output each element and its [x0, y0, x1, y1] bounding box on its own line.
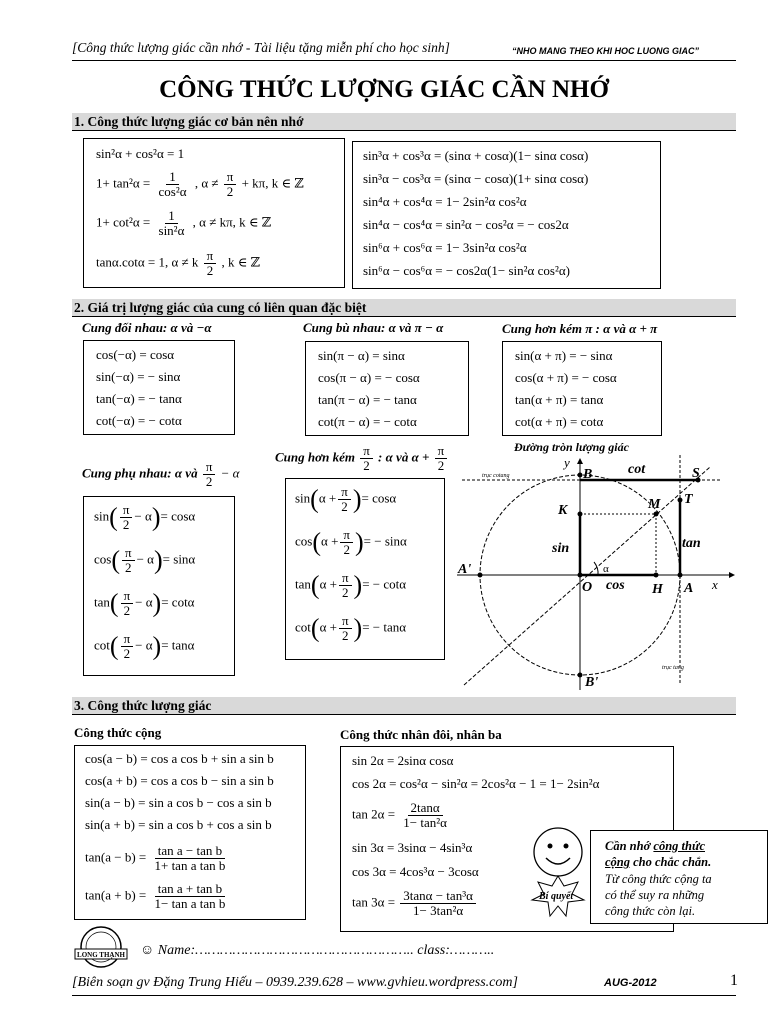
- supplementary-formula: cot(π − α) = − cotα: [318, 414, 417, 429]
- label-a-prime: A': [458, 562, 472, 577]
- addition-formula: sin(a − b) = sin a cos b − cos a sin b: [85, 795, 272, 810]
- section-1-heading: 1. Công thức lượng giác cơ bản nên nhớ: [72, 113, 736, 131]
- differ-half-pi-box: [285, 478, 445, 660]
- unit-circle-title: Đường tròn lượng giác: [514, 440, 629, 454]
- label-cot-axis: trục cotang: [482, 473, 510, 479]
- label-s: S: [692, 466, 700, 481]
- double-formula: sin 2α = 2sinα cosα: [352, 753, 454, 768]
- power-identities-box: [352, 141, 661, 289]
- unit-circle-diagram: [452, 455, 742, 695]
- label-cos: cos: [606, 578, 625, 593]
- label-t: T: [684, 492, 693, 507]
- supplementary-formula: cos(π − α) = − cosα: [318, 370, 420, 385]
- differ-pi-label: Cung hơn kém π : α và α + π: [502, 321, 658, 336]
- point-a: [678, 573, 683, 578]
- smiley-icon: [520, 820, 600, 920]
- tip-line-2: cộng cho chắc chắn.: [605, 855, 712, 869]
- differ-half-pi-formula: cot(α + $\frac{\pi}{2}$ )= − tanα: [295, 613, 407, 643]
- label-cot: cot: [628, 462, 646, 477]
- addition-formula: cos(a − b) = cos a cos b + sin a sin b: [85, 751, 274, 766]
- addition-formulas-box: [74, 745, 306, 920]
- basic-identities-box: [83, 138, 345, 288]
- label-o: O: [582, 580, 593, 595]
- differ-pi-box: [502, 341, 662, 436]
- power-identity: sin⁶α − cos⁶α = − cos2α(1− sin²α cos²α): [363, 263, 570, 278]
- label-tan: tan: [682, 536, 701, 551]
- identity-3: 1+ cot²α = $\frac{1}{\text{sin²α}}$ , α ≠ kπ, k ∈ ℤ: [96, 208, 272, 238]
- header-slogan: “NHO MANG THEO KHI HOC LUONG GIAC”: [512, 46, 699, 56]
- power-identity: sin³α − cos³α = (sinα − cosα)(1+ sinα cosα): [363, 171, 589, 186]
- supplementary-arcs-label: Cung bù nhau: α và π − α: [303, 320, 444, 335]
- identity-4: tanα.cotα = 1, α ≠ k $\frac{\pi}{2}$ , k ∈ ℤ: [96, 248, 261, 278]
- page-number: 1: [730, 972, 738, 989]
- double-formula: cos 2α = cos²α − sin²α = 2cos²α − 1 = 1− 2sin²α: [352, 776, 600, 791]
- differ-half-pi-formula: cos(α + $\frac{\pi}{2}$ )= − sinα: [295, 527, 407, 557]
- opposite-formula: sin(−α) = − sinα: [96, 369, 181, 384]
- tip-line-4: có thể suy ra những: [605, 888, 705, 902]
- differ-pi-formula: tan(α + π) = tanα: [515, 392, 604, 407]
- opposite-arcs-box: [83, 340, 235, 435]
- label-a: A: [684, 581, 694, 596]
- point-o: [578, 573, 583, 578]
- point-t: [678, 498, 683, 503]
- triple-formula: sin 3α = 3sinα − 4sin³α: [352, 840, 473, 855]
- differ-half-pi-formula: tan(α + $\frac{\pi}{2}$ )= − cotα: [295, 570, 407, 600]
- label-x: x: [712, 577, 718, 592]
- label-alpha: α: [603, 563, 609, 575]
- supplementary-formula: tan(π − α) = − tanα: [318, 392, 417, 407]
- page-title: CÔNG THỨC LƯỢNG GIÁC CẦN NHỚ: [159, 76, 609, 103]
- power-identity: sin⁶α + cos⁶α = 1− 3sin²α cos²α: [363, 240, 527, 255]
- differ-half-pi-formula: sin(α + $\frac{\pi}{2}$ )= cosα: [295, 484, 397, 514]
- footer-credit: [Biên soạn gv Đặng Trung Hiếu – 0939.239.628 – www.gvhieu.wordpress.com]: [72, 975, 518, 990]
- label-b-prime: B': [585, 675, 599, 690]
- label-y: y: [564, 455, 570, 470]
- differ-half-pi-label: Cung hơn kém $\frac{\pi}{2}$ : α và α + $\frac{\pi}{2}$: [275, 444, 449, 473]
- tan-difference-formula: tan(a − b) = $\frac{\text{tan a − tan b}}{\text{1+ tan a tan b}}$: [85, 843, 226, 873]
- differ-pi-formula: cot(α + π) = cotα: [515, 414, 604, 429]
- supplementary-formula: sin(π − α) = sinα: [318, 348, 405, 363]
- tip-box: [590, 830, 768, 924]
- addition-formulas-label: Công thức cộng: [74, 725, 162, 740]
- svg-text:LONG THẠNH: LONG THẠNH: [77, 951, 125, 959]
- section-2-heading: 2. Giá trị lượng giác của cung có liên quan đặc biệt: [72, 299, 736, 317]
- label-m: M: [648, 497, 661, 512]
- opposite-arcs-label: Cung đối nhau: α và −α: [82, 320, 212, 335]
- footer-date: AUG-2012: [604, 977, 657, 989]
- footer-divider: [72, 995, 736, 996]
- label-k: K: [558, 503, 568, 518]
- opposite-formula: cot(−α) = − cotα: [96, 413, 182, 428]
- complementary-formula: sin( $\frac{\pi}{2}$ − α)= cosα: [94, 502, 196, 532]
- label-tan-axis: trục tang: [662, 665, 684, 671]
- point-a-prime: [478, 573, 483, 578]
- section-3-heading: 3. Công thức lượng giác: [72, 697, 736, 715]
- addition-formula: sin(a + b) = sin a cos b + cos a sin b: [85, 817, 272, 832]
- tan-double-formula: tan 2α = $\frac{2\tan\alpha}{\text{1− tan²α}}$: [352, 800, 447, 830]
- complementary-formula: cos( $\frac{\pi}{2}$ − α)= sinα: [94, 545, 196, 575]
- label-b: B: [583, 467, 593, 482]
- school-logo: [72, 925, 130, 969]
- tip-line-3: Từ công thức cộng ta: [605, 872, 712, 886]
- tan-sum-formula: tan(a + b) = $\frac{\text{tan a + tan b}}{\text{1− tan a tan b}}$: [85, 881, 226, 911]
- complementary-formula: tan( $\frac{\pi}{2}$ − α)= cotα: [94, 588, 195, 618]
- identity-2: 1+ tan²α = $\frac{1}{\text{cos²α}}$ , α ≠ $\frac{\pi}{2}$ + kπ, k ∈ ℤ: [96, 169, 304, 199]
- name-class-line: ☺ Name:…………………………………………….. class:………..: [140, 943, 495, 958]
- label-sin: sin: [552, 541, 570, 556]
- opposite-formula: cos(−α) = cosα: [96, 347, 175, 362]
- tip-badge: Bí quyết: [539, 891, 574, 902]
- differ-pi-formula: cos(α + π) = − cosα: [515, 370, 617, 385]
- complementary-formula: cot( $\frac{\pi}{2}$ − α)= tanα: [94, 631, 195, 661]
- differ-pi-formula: sin(α + π) = − sinα: [515, 348, 613, 363]
- tip-line-5: công thức còn lại.: [605, 904, 696, 918]
- power-identity: sin³α + cos³α = (sinα + cosα)(1− sinα cosα): [363, 148, 589, 163]
- power-identity: sin⁴α − cos⁴α = sin²α − cos²α = − cos2α: [363, 217, 569, 232]
- label-h: H: [652, 582, 663, 597]
- header-divider: [72, 60, 736, 61]
- tip-line-1: Cần nhớ công thức: [605, 839, 705, 853]
- header-line: [Công thức lượng giác cần nhớ - Tài liệu tặng miễn phí cho học sinh]: [72, 40, 450, 55]
- tan-triple-formula: tan 3α = $\frac{\text{3tanα − tan³α}}{\text{1− 3tan²α}}$: [352, 889, 478, 918]
- point-b-prime: [578, 673, 583, 678]
- identity-1: sin²α + cos²α = 1: [96, 146, 185, 161]
- point-b: [578, 473, 583, 478]
- addition-formula: cos(a + b) = cos a cos b − sin a sin b: [85, 773, 274, 788]
- point-m: [654, 512, 659, 517]
- triple-formula: cos 3α = 4cos³α − 3cosα: [352, 864, 479, 879]
- point-h: [654, 573, 659, 578]
- complementary-arcs-box: [83, 496, 235, 676]
- power-identity: sin⁴α + cos⁴α = 1− 2sin²α cos²α: [363, 194, 527, 209]
- supplementary-arcs-box: [305, 341, 469, 436]
- double-triple-label: Công thức nhân đôi, nhân ba: [340, 727, 502, 742]
- opposite-formula: tan(−α) = − tanα: [96, 391, 182, 406]
- point-k: [578, 512, 583, 517]
- complementary-arcs-label: Cung phụ nhau: α và $\frac{\pi}{2}$ − α: [82, 459, 240, 489]
